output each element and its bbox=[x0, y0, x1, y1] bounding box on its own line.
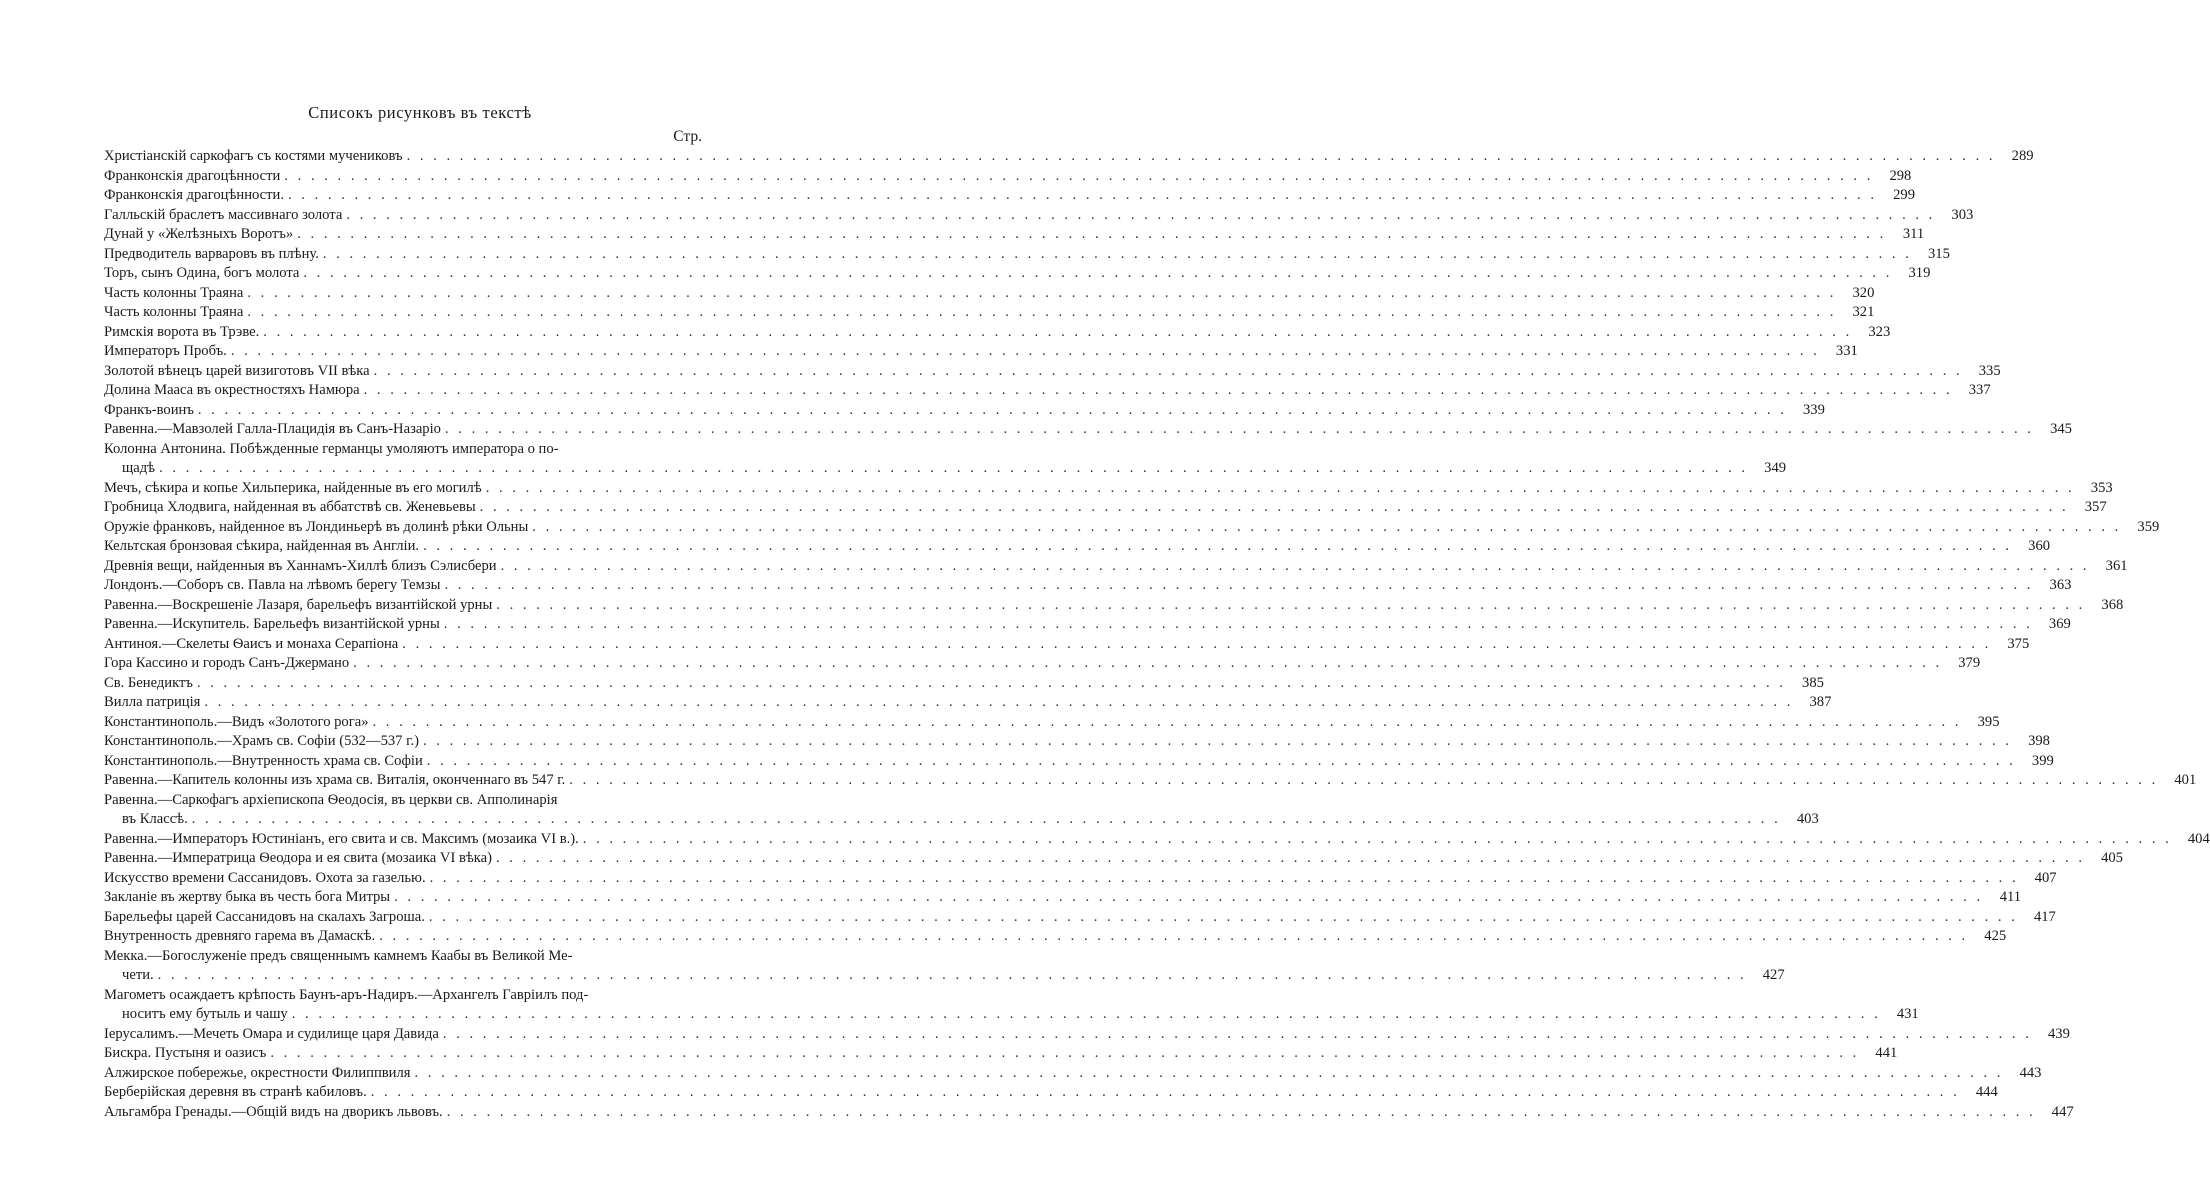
entry-caption: Галльскій браслетъ массивнаго золота bbox=[104, 206, 343, 223]
entry-page-number: 321 bbox=[1852, 304, 1875, 320]
figure-list-item bbox=[104, 888, 2022, 908]
entry-page-number: 375 bbox=[2007, 635, 2030, 652]
figure-list-item bbox=[104, 557, 2128, 577]
entry-row bbox=[104, 537, 2051, 557]
dot-leader: . . . . . . . . . . . . . . . . . . . . . . . . . . . . . . . . . . . . . . . . . . . . . . . . . . . . . . . . . . . . . . . . . . . . . . . . . . . . . . . . . . . . . . . . . . . . . . . . . . . . . . . . . . . . . . . . . . . . . . . . bbox=[442, 1025, 2032, 1042]
entry-caption: Колонна Антонина. Побѣжденные германцы умоляютъ императора о по- bbox=[104, 440, 559, 457]
entry-caption: Торъ, сынъ Одина, богъ молота bbox=[104, 265, 300, 281]
figure-list-item bbox=[104, 849, 2123, 869]
figure-list-item bbox=[104, 284, 1875, 304]
entry-caption: Св. Бенедиктъ bbox=[104, 674, 193, 691]
dot-leader: . . . . . . . . . . . . . . . . . . . . . . . . . . . . . . . . . . . . . . . . . . . . . . . . . . . . . . . . . . . . . . . . . . . . . . . . . . . . . . . . . . . . . . . . . . . . . . . . . . . . . . . . . . . . . . . . . . . . . . . . bbox=[485, 479, 2075, 496]
entry-page-number: 444 bbox=[1975, 1084, 1998, 1100]
dot-leader: . . . . . . . . . . . . . . . . . . . . . . . . . . . . . . . . . . . . . . . . . . . . . . . . . . . . . . . . . . . . . . . . . . . . . . . . . . . . . . . . . . . . . . . . . . . . . . . . . . . . . . . . . . . . . . . . . . . . . . . . bbox=[204, 694, 1794, 710]
entry-row bbox=[104, 888, 2022, 908]
figure-list-item bbox=[104, 771, 2197, 791]
entry-caption: Франконскія драгоцѣнности bbox=[104, 167, 281, 184]
figure-list-item bbox=[104, 869, 2057, 889]
figure-list-item bbox=[104, 167, 1912, 187]
dot-leader: . . . . . . . . . . . . . . . . . . . . . . . . . . . . . . . . . . . . . . . . . . . . . . . . . . . . . . . . . . . . . . . . . . . . . . . . . . . . . . . . . . . . . . . . . . . . . . . . . . . . . . . . . . . . . . . . . . . . . . . . bbox=[363, 382, 1953, 398]
entry-row bbox=[104, 635, 2030, 655]
entry-row bbox=[104, 908, 2056, 928]
entry-row bbox=[104, 245, 1950, 265]
entry-caption: Равенна.—Саркофагъ архіепископа Ѳеодосія, въ церкви св. Апполинарія bbox=[104, 791, 558, 808]
dot-leader: . . . . . . . . . . . . . . . . . . . . . . . . . . . . . . . . . . . . . . . . . . . . . . . . . . . . . . . . . . . . . . . . . . . . . . . . . . . . . . . . . . . . . . . . . . . . . . . . . . . . . . . . . . . . . . . . . . . . . . . . bbox=[426, 752, 2016, 769]
dot-leader: . . . . . . . . . . . . . . . . . . . . . . . . . . . . . . . . . . . . . . . . . . . . . . . . . . . . . . . . . . . . . . . . . . . . . . . . . . . . . . . . . . . . . . . . . . . . . . . . . . . . . . . . . . . . . . . . . . . . . . . . bbox=[422, 733, 2012, 749]
entry-row bbox=[104, 264, 1931, 284]
entry-page-number: 298 bbox=[1889, 167, 1912, 184]
dot-leader: . . . . . . . . . . . . . . . . . . . . . . . . . . . . . . . . . . . . . . . . . . . . . . . . . . . . . . . . . . . . . . . . . . . . . . . . . . . . . . . . . . . . . . . . . . . . . . . . . . . . . . . . . . . . . . . . . . . . . . . . bbox=[402, 635, 1992, 652]
entry-row bbox=[104, 1044, 1898, 1064]
figure-list-item bbox=[104, 206, 1974, 226]
figure-list-item bbox=[104, 401, 1825, 421]
entry-caption: Вилла патриція bbox=[104, 694, 201, 710]
dot-leader: . . . . . . . . . . . . . . . . . . . . . . . . . . . . . . . . . . . . . . . . . . . . . . . . . . . . . . . . . . . . . . . . . . . . . . . . . . . . . . . . . . . . . . . . . . . . . . . . . . . . . . . . . . . . . . . . . . . . . . . . bbox=[297, 226, 1887, 242]
entry-row bbox=[104, 849, 2123, 869]
entry-caption: Алжирское побережье, окрестности Филиппвиля bbox=[104, 1064, 411, 1081]
entry-page-number: 369 bbox=[2048, 616, 2071, 632]
entry-row bbox=[104, 147, 2034, 167]
entry-page-number: 398 bbox=[2028, 733, 2050, 749]
dot-leader: . . . . . . . . . . . . . . . . . . . . . . . . . . . . . . . . . . . . . . . . . . . . . . . . . . . . . . . . . . . . . . . . . . . . . . . . . . . . . . . . . . . . . . . . . . . . . . . . . . . . . . . . . . . . . . . . . . . . . . . . bbox=[444, 577, 2034, 593]
entry-row bbox=[104, 713, 2000, 733]
entry-page-number: 303 bbox=[1951, 206, 1974, 223]
entry-caption: Закланіе въ жертву быка въ честь бога Митры bbox=[104, 889, 391, 905]
entry-page-number: 323 bbox=[1868, 323, 1891, 340]
entry-caption: Искусство времени Сассанидовъ. Охота за газелью. bbox=[104, 869, 426, 886]
entry-caption: Христіанскій саркофагъ съ костями мучениковъ bbox=[104, 148, 403, 164]
dot-leader: . . . . . . . . . . . . . . . . . . . . . . . . . . . . . . . . . . . . . . . . . . . . . . . . . . . . . . . . . . . . . . . . . . . . . . . . . . . . . . . . . . . . . . . . . . . . . . . . . . . . . . . . . . . . . . . . . . . . . . . . bbox=[500, 557, 2090, 574]
entry-caption: Константинополь.—Видъ «Золотого рога» bbox=[104, 713, 369, 730]
entry-page-number: 425 bbox=[1984, 928, 2007, 944]
entry-row bbox=[104, 1103, 2074, 1123]
entry-caption: носитъ ему бутыль и чашу bbox=[122, 1006, 288, 1022]
entry-page-number: 360 bbox=[2028, 538, 2051, 554]
entry-caption: Равенна.—Императоръ Юстиніанъ, его свита и св. Максимъ (мозаика VI в.). bbox=[104, 830, 579, 847]
figure-list-item bbox=[104, 596, 2124, 616]
entry-caption: Императоръ Пробъ. bbox=[104, 343, 227, 359]
entry-page-number: 404 bbox=[2187, 830, 2210, 847]
entry-page-number: 311 bbox=[1902, 226, 1925, 242]
entry-caption: Барельефы царей Сассанидовъ на скалахъ Загроша. bbox=[104, 908, 425, 925]
figure-list-item bbox=[104, 518, 2160, 538]
figure-list-item bbox=[104, 225, 1925, 245]
figure-list-item bbox=[104, 479, 2113, 499]
entry-page-number: 335 bbox=[1978, 362, 2001, 379]
dot-leader: . . . . . . . . . . . . . . . . . . . . . . . . . . . . . . . . . . . . . . . . . . . . . . . . . . . . . . . . . . . . . . . . . . . . . . . . . . . . . . . . . . . . . . . . . . . . . . . . . . . . . . . . . . . . . . . . . . . . . . . . bbox=[353, 655, 1943, 671]
figure-list-item bbox=[104, 1044, 1898, 1064]
entry-caption: Гора Кассино и городъ Санъ-Джермано bbox=[104, 655, 350, 671]
entry-page-number: 407 bbox=[2034, 869, 2057, 886]
figure-list-item bbox=[104, 186, 1915, 206]
entry-page-number: 361 bbox=[2105, 557, 2128, 574]
entry-page-number: 359 bbox=[2137, 518, 2160, 535]
dot-leader: . . . . . . . . . . . . . . . . . . . . . . . . . . . . . . . . . . . . . . . . . . . . . . . . . . . . . . . . . . . . . . . . . . . . . . . . . . . . . . . . . . . . . . . . . . . . . . . . . . . . . . . . . . . . . . . . . . . . . . . . bbox=[406, 148, 1996, 164]
entry-page-number: 443 bbox=[2019, 1064, 2042, 1081]
entry-caption: чети. bbox=[122, 967, 154, 983]
figure-list-item bbox=[104, 947, 1785, 986]
entry-row bbox=[104, 1083, 1998, 1103]
entry-row bbox=[104, 420, 2072, 440]
entry-row bbox=[104, 186, 1915, 206]
entry-caption: Равенна.—Мавзолей Галла-Плацидія въ Санъ-Назаріо bbox=[104, 421, 441, 437]
figure-list-item bbox=[104, 576, 2072, 596]
entry-caption: Константинополь.—Храмъ св. Софіи (532—537 г.) bbox=[104, 733, 419, 749]
dot-leader: . . . . . . . . . . . . . . . . . . . . . . . . . . . . . . . . . . . . . . . . . . . . . . . . . . . . . . . . . . . . . . . . . . . . . . . . . . . . . . . . . . . . . . . . . . . . . . . . . . . . . . . . . . . . . . . . . . . . . . . . bbox=[414, 1064, 2004, 1081]
figure-list-item bbox=[104, 440, 1787, 479]
entry-row bbox=[104, 615, 2071, 635]
entry-row bbox=[104, 225, 1925, 245]
entry-row bbox=[104, 498, 2107, 518]
entry-page-number: 439 bbox=[2047, 1025, 2070, 1042]
entry-page-number: 353 bbox=[2090, 479, 2113, 496]
entry-caption: Римскія ворота въ Трэве. bbox=[104, 323, 260, 340]
entry-row bbox=[104, 557, 2128, 577]
entry-page-number: 401 bbox=[2174, 772, 2197, 788]
entry-page-number: 441 bbox=[1875, 1045, 1898, 1061]
entry-row bbox=[104, 401, 1825, 421]
entry-caption: Равенна.—Императрица Ѳеодора и ея свита (мозаика VI вѣка) bbox=[104, 850, 492, 866]
entry-page-number: 357 bbox=[2084, 499, 2107, 515]
entry-row bbox=[104, 986, 700, 1006]
dot-leader: . . . . . . . . . . . . . . . . . . . . . . . . . . . . . . . . . . . . . . . . . . . . . . . . . . . . . . . . . . . . . . . . . . . . . . . . . . . . . . . . . . . . . . . . . . . . . . . . . . . . . . . . . . . . . . . . . . . . . . . . bbox=[373, 362, 1963, 379]
dot-leader: . . . . . . . . . . . . . . . . . . . . . . . . . . . . . . . . . . . . . . . . . . . . . . . . . . . . . . . . . . . . . . . . . . . . . . . . . . . . . . . . . . . . . . . . . . . . . . . . . . . . . . . . . . . . . . . . . . . . . . . . bbox=[429, 869, 2019, 886]
dot-leader: . . . . . . . . . . . . . . . . . . . . . . . . . . . . . . . . . . . . . . . . . . . . . . . . . . . . . . . . . . . . . . . . . . . . . . . . . . . . . . . . . . . . . . . . . . . . . . . . . . . . . . . . . . . . . . . . . . . . . . . . bbox=[284, 167, 1874, 184]
figure-list-item bbox=[104, 1083, 1998, 1103]
entry-page-number: 320 bbox=[1852, 284, 1875, 301]
entry-row bbox=[104, 576, 2072, 596]
dot-leader: . . . . . . . . . . . . . . . . . . . . . . . . . . . . . . . . . . . . . . . . . . . . . . . . . . . . . . . . . . . . . . . . . . . . . . . . . . . . . . . . . . . . . . . . . . . . . . . . . . . . . . . . . . . . . . . . . . . . . . . . bbox=[291, 1006, 1881, 1022]
entry-page-number: 431 bbox=[1896, 1006, 1919, 1022]
entry-row bbox=[104, 479, 2113, 499]
dot-leader: . . . . . . . . . . . . . . . . . . . . . . . . . . . . . . . . . . . . . . . . . . . . . . . . . . . . . . . . . . . . . . . . . . . . . . . . . . . . . . . . . . . . . . . . . . . . . . . . . . . . . . . . . . . . . . . . . . . . . . . . bbox=[423, 538, 2013, 554]
figure-list-item bbox=[104, 693, 1832, 713]
entry-caption: Антиноя.—Скелеты Ѳаисъ и монаха Серапіона bbox=[104, 635, 399, 652]
entry-page-number: 417 bbox=[2033, 908, 2056, 925]
entry-caption: Іерусалимъ.—Мечеть Омара и судилище царя Давида bbox=[104, 1025, 439, 1042]
entry-row bbox=[104, 1064, 2042, 1084]
figure-list-item bbox=[104, 537, 2051, 557]
figure-list-item bbox=[104, 654, 1981, 674]
entry-caption: Часть колонны Траяна bbox=[104, 304, 244, 320]
entry-row bbox=[104, 303, 1875, 323]
figure-list-item bbox=[104, 1103, 2074, 1123]
figure-list-item bbox=[104, 1025, 2070, 1045]
entry-row bbox=[104, 674, 1824, 694]
dot-leader: . . . . . . . . . . . . . . . . . . . . . . . . . . . . . . . . . . . . . . . . . . . . . . . . . . . . . . . . . . . . . . . . . . . . . . . . . . . . . . . . . . . . . . . . . . . . . . . . . . . . . . . . . . . . . . . . . . . . . . . . bbox=[247, 284, 1837, 301]
figure-list-item bbox=[104, 498, 2107, 518]
entry-caption: Равенна.—Искупитель. Барельефъ византійской урны bbox=[104, 616, 440, 632]
dot-leader: . . . . . . . . . . . . . . . . . . . . . . . . . . . . . . . . . . . . . . . . . . . . . . . . . . . . . . . . . . . . . . . . . . . . . . . . . . . . . . . . . . . . . . . . . . . . . . . . . . . . . . . . . . . . . . . . . . . . . . . . bbox=[159, 460, 1749, 476]
dot-leader: . . . . . . . . . . . . . . . . . . . . . . . . . . . . . . . . . . . . . . . . . . . . . . . . . . . . . . . . . . . . . . . . . . . . . . . . . . . . . . . . . . . . . . . . . . . . . . . . . . . . . . . . . . . . . . . . . . . . . . . . bbox=[191, 811, 1781, 827]
dot-leader: . . . . . . . . . . . . . . . . . . . . . . . . . . . . . . . . . . . . . . . . . . . . . . . . . . . . . . . . . . . . . . . . . . . . . . . . . . . . . . . . . . . . . . . . . . . . . . . . . . . . . . . . . . . . . . . . . . . . . . . . bbox=[428, 908, 2018, 925]
entry-row bbox=[104, 440, 700, 460]
figure-list-item bbox=[104, 264, 1931, 284]
dot-leader: . . . . . . . . . . . . . . . . . . . . . . . . . . . . . . . . . . . . . . . . . . . . . . . . . . . . . . . . . . . . . . . . . . . . . . . . . . . . . . . . . . . . . . . . . . . . . . . . . . . . . . . . . . . . . . . . . . . . . . . . bbox=[372, 713, 1962, 730]
entry-page-number: 427 bbox=[1762, 967, 1785, 983]
dot-leader: . . . . . . . . . . . . . . . . . . . . . . . . . . . . . . . . . . . . . . . . . . . . . . . . . . . . . . . . . . . . . . . . . . . . . . . . . . . . . . . . . . . . . . . . . . . . . . . . . . . . . . . . . . . . . . . . . . . . . . . . bbox=[247, 304, 1837, 320]
entry-caption: Гробница Хлодвига, найденная въ аббатствѣ св. Женевьевы bbox=[104, 499, 476, 515]
dot-leader: . . . . . . . . . . . . . . . . . . . . . . . . . . . . . . . . . . . . . . . . . . . . . . . . . . . . . . . . . . . . . . . . . . . . . . . . . . . . . . . . . . . . . . . . . . . . . . . . . . . . . . . . . . . . . . . . . . . . . . . . bbox=[346, 206, 1936, 223]
entry-caption: Равенна.—Капитель колонны изъ храма св. Виталія, оконченнаго въ 547 г. bbox=[104, 772, 566, 788]
entry-caption: Равенна.—Воскрешеніе Лазаря, барельефъ византійской урны bbox=[104, 596, 493, 613]
figure-list-item bbox=[104, 381, 1991, 401]
entry-row bbox=[104, 1025, 2070, 1045]
entry-row bbox=[104, 830, 2210, 850]
entry-page-number: 299 bbox=[1893, 187, 1915, 203]
dot-leader: . . . . . . . . . . . . . . . . . . . . . . . . . . . . . . . . . . . . . . . . . . . . . . . . . . . . . . . . . . . . . . . . . . . . . . . . . . . . . . . . . . . . . . . . . . . . . . . . . . . . . . . . . . . . . . . . . . . . . . . . bbox=[270, 1045, 1860, 1061]
entry-row bbox=[104, 752, 2054, 772]
entry-caption: Предводитель варваровъ въ плѣну. bbox=[104, 245, 319, 262]
entry-row bbox=[104, 518, 2160, 538]
entry-caption: Дунай у «Желѣзныхъ Воротъ» bbox=[104, 226, 294, 242]
entry-row bbox=[104, 342, 1858, 362]
entry-page-number: 331 bbox=[1835, 343, 1858, 359]
entry-row bbox=[104, 596, 2124, 616]
dot-leader: . . . . . . . . . . . . . . . . . . . . . . . . . . . . . . . . . . . . . . . . . . . . . . . . . . . . . . . . . . . . . . . . . . . . . . . . . . . . . . . . . . . . . . . . . . . . . . . . . . . . . . . . . . . . . . . . . . . . . . . . bbox=[196, 674, 1786, 691]
figure-list-item bbox=[104, 732, 2050, 752]
dot-leader: . . . . . . . . . . . . . . . . . . . . . . . . . . . . . . . . . . . . . . . . . . . . . . . . . . . . . . . . . . . . . . . . . . . . . . . . . . . . . . . . . . . . . . . . . . . . . . . . . . . . . . . . . . . . . . . . . . . . . . . . bbox=[446, 1103, 2036, 1120]
figure-list-item bbox=[104, 830, 2210, 850]
dot-leader: . . . . . . . . . . . . . . . . . . . . . . . . . . . . . . . . . . . . . . . . . . . . . . . . . . . . . . . . . . . . . . . . . . . . . . . . . . . . . . . . . . . . . . . . . . . . . . . . . . . . . . . . . . . . . . . . . . . . . . . . bbox=[532, 518, 2122, 535]
entry-row bbox=[104, 362, 2001, 382]
entry-caption: въ Классѣ. bbox=[122, 811, 188, 827]
entry-row bbox=[104, 167, 1912, 187]
figure-list bbox=[104, 147, 2210, 1122]
figure-list-item bbox=[104, 362, 2001, 382]
entry-page-number: 385 bbox=[1802, 674, 1824, 691]
entry-caption: Мечъ, сѣкира и копье Хильперика, найденные въ его могилѣ bbox=[104, 479, 482, 496]
entry-caption: Кельтская бронзовая сѣкира, найденная въ Англіи. bbox=[104, 538, 420, 554]
entry-continuation-row bbox=[104, 966, 1785, 986]
entry-page-number: 315 bbox=[1927, 245, 1950, 262]
figure-list-item bbox=[104, 420, 2072, 440]
entry-page-number: 411 bbox=[1999, 889, 2022, 905]
dot-leader: . . . . . . . . . . . . . . . . . . . . . . . . . . . . . . . . . . . . . . . . . . . . . . . . . . . . . . . . . . . . . . . . . . . . . . . . . . . . . . . . . . . . . . . . . . . . . . . . . . . . . . . . . . . . . . . . . . . . . . . . bbox=[379, 928, 1969, 944]
figure-list-item bbox=[104, 615, 2071, 635]
entry-page-number: 399 bbox=[2031, 752, 2054, 769]
figure-list-item bbox=[104, 245, 1950, 265]
entry-caption: Бискра. Пустыня и оазисъ bbox=[104, 1045, 267, 1061]
entry-row bbox=[104, 284, 1875, 304]
entry-caption: Часть колонны Траяна bbox=[104, 284, 244, 301]
entry-row bbox=[104, 732, 2050, 752]
dot-leader: . . . . . . . . . . . . . . . . . . . . . . . . . . . . . . . . . . . . . . . . . . . . . . . . . . . . . . . . . . . . . . . . . . . . . . . . . . . . . . . . . . . . . . . . . . . . . . . . . . . . . . . . . . . . . . . . . . . . . . . . bbox=[394, 889, 1984, 905]
entry-caption: Магометъ осаждаетъ крѣпость Баунъ-аръ-Надиръ.—Архангелъ Гавріилъ под- bbox=[104, 986, 589, 1003]
entry-page-number: 379 bbox=[1958, 655, 1981, 671]
figure-list-item bbox=[104, 323, 1891, 343]
entry-caption: Франконскія драгоцѣнности. bbox=[104, 187, 284, 203]
entry-caption: щадѣ bbox=[122, 460, 156, 476]
entry-page-number: 345 bbox=[2050, 421, 2072, 437]
entry-caption: Древнія вещи, найденныя въ Ханнамъ-Хиллѣ близъ Сэлисбери bbox=[104, 557, 497, 574]
dot-leader: . . . . . . . . . . . . . . . . . . . . . . . . . . . . . . . . . . . . . . . . . . . . . . . . . . . . . . . . . . . . . . . . . . . . . . . . . . . . . . . . . . . . . . . . . . . . . . . . . . . . . . . . . . . . . . . . . . . . . . . . bbox=[322, 245, 1912, 262]
entry-page-number: 403 bbox=[1796, 811, 1819, 827]
dot-leader: . . . . . . . . . . . . . . . . . . . . . . . . . . . . . . . . . . . . . . . . . . . . . . . . . . . . . . . . . . . . . . . . . . . . . . . . . . . . . . . . . . . . . . . . . . . . . . . . . . . . . . . . . . . . . . . . . . . . . . . . bbox=[370, 1084, 1960, 1100]
entry-caption: Лондонъ.—Соборъ св. Павла на лѣвомъ берегу Темзы bbox=[104, 577, 441, 593]
entry-row bbox=[104, 869, 2057, 889]
entry-caption: Долина Мааса въ окрестностяхъ Намюра bbox=[104, 382, 360, 398]
entry-continuation-row bbox=[104, 1005, 1919, 1025]
entry-caption: Золотой вѣнецъ царей визиготовъ VII вѣка bbox=[104, 362, 370, 379]
entry-row bbox=[104, 654, 1981, 674]
entry-page-number: 339 bbox=[1802, 401, 1825, 418]
entry-continuation-row bbox=[104, 810, 1819, 830]
entry-page-number: 395 bbox=[1977, 713, 2000, 730]
dot-leader: . . . . . . . . . . . . . . . . . . . . . . . . . . . . . . . . . . . . . . . . . . . . . . . . . . . . . . . . . . . . . . . . . . . . . . . . . . . . . . . . . . . . . . . . . . . . . . . . . . . . . . . . . . . . . . . . . . . . . . . . bbox=[197, 401, 1787, 418]
figure-list-item bbox=[104, 147, 2034, 167]
entry-page-number: 405 bbox=[2101, 850, 2123, 866]
entry-continuation-row bbox=[104, 459, 1787, 479]
entry-row bbox=[104, 771, 2197, 791]
dot-leader: . . . . . . . . . . . . . . . . . . . . . . . . . . . . . . . . . . . . . . . . . . . . . . . . . . . . . . . . . . . . . . . . . . . . . . . . . . . . . . . . . . . . . . . . . . . . . . . . . . . . . . . . . . . . . . . . . . . . . . . . bbox=[479, 499, 2069, 515]
dot-leader: . . . . . . . . . . . . . . . . . . . . . . . . . . . . . . . . . . . . . . . . . . . . . . . . . . . . . . . . . . . . . . . . . . . . . . . . . . . . . . . . . . . . . . . . . . . . . . . . . . . . . . . . . . . . . . . . . . . . . . . . bbox=[157, 967, 1747, 983]
dot-leader: . . . . . . . . . . . . . . . . . . . . . . . . . . . . . . . . . . . . . . . . . . . . . . . . . . . . . . . . . . . . . . . . . . . . . . . . . . . . . . . . . . . . . . . . . . . . . . . . . . . . . . . . . . . . . . . . . . . . . . . . bbox=[288, 187, 1877, 203]
entry-row bbox=[104, 206, 1974, 226]
figure-list-item bbox=[104, 635, 2030, 655]
dot-leader: . . . . . . . . . . . . . . . . . . . . . . . . . . . . . . . . . . . . . . . . . . . . . . . . . . . . . . . . . . . . . . . . . . . . . . . . . . . . . . . . . . . . . . . . . . . . . . . . . . . . . . . . . . . . . . . . . . . . . . . . bbox=[569, 772, 2159, 788]
page-title: Списокъ рисунковъ въ текстѣ bbox=[308, 103, 532, 122]
figure-list-item bbox=[104, 927, 2007, 947]
dot-leader: . . . . . . . . . . . . . . . . . . . . . . . . . . . . . . . . . . . . . . . . . . . . . . . . . . . . . . . . . . . . . . . . . . . . . . . . . . . . . . . . . . . . . . . . . . . . . . . . . . . . . . . . . . . . . . . . . . . . . . . . bbox=[495, 850, 2085, 866]
figure-list-item bbox=[104, 752, 2054, 772]
dot-leader: . . . . . . . . . . . . . . . . . . . . . . . . . . . . . . . . . . . . . . . . . . . . . . . . . . . . . . . . . . . . . . . . . . . . . . . . . . . . . . . . . . . . . . . . . . . . . . . . . . . . . . . . . . . . . . . . . . . . . . . . bbox=[444, 421, 2034, 437]
entry-page-number: 289 bbox=[2011, 148, 2034, 164]
dot-leader: . . . . . . . . . . . . . . . . . . . . . . . . . . . . . . . . . . . . . . . . . . . . . . . . . . . . . . . . . . . . . . . . . . . . . . . . . . . . . . . . . . . . . . . . . . . . . . . . . . . . . . . . . . . . . . . . . . . . . . . . bbox=[443, 616, 2033, 632]
entry-page-number: 337 bbox=[1968, 382, 1991, 398]
entry-page-number: 447 bbox=[2051, 1103, 2074, 1120]
entry-caption: Альгамбра Гренады.—Общій видъ на дворикъ львовъ. bbox=[104, 1103, 443, 1120]
dot-leader: . . . . . . . . . . . . . . . . . . . . . . . . . . . . . . . . . . . . . . . . . . . . . . . . . . . . . . . . . . . . . . . . . . . . . . . . . . . . . . . . . . . . . . . . . . . . . . . . . . . . . . . . . . . . . . . . . . . . . . . . bbox=[230, 343, 1820, 359]
entry-caption: Внутренность древняго гарема въ Дамаскѣ. bbox=[104, 928, 376, 944]
entry-page-number: 387 bbox=[1809, 694, 1832, 710]
figure-list-item bbox=[104, 303, 1875, 323]
entry-page-number: 368 bbox=[2101, 596, 2124, 613]
page-column-label: Стр. bbox=[673, 128, 702, 145]
entry-row bbox=[104, 693, 1832, 713]
entry-caption: Оружіе франковъ, найденное въ Лондиньерѣ въ долинѣ рѣки Ольны bbox=[104, 518, 529, 535]
figure-list-item bbox=[104, 1064, 2042, 1084]
entry-page-number: 349 bbox=[1764, 460, 1787, 476]
entry-caption: Константинополь.—Внутренность храма св. Софіи bbox=[104, 752, 423, 769]
dot-leader: . . . . . . . . . . . . . . . . . . . . . . . . . . . . . . . . . . . . . . . . . . . . . . . . . . . . . . . . . . . . . . . . . . . . . . . . . . . . . . . . . . . . . . . . . . . . . . . . . . . . . . . . . . . . . . . . . . . . . . . . bbox=[582, 830, 2172, 847]
dot-leader: . . . . . . . . . . . . . . . . . . . . . . . . . . . . . . . . . . . . . . . . . . . . . . . . . . . . . . . . . . . . . . . . . . . . . . . . . . . . . . . . . . . . . . . . . . . . . . . . . . . . . . . . . . . . . . . . . . . . . . . . bbox=[263, 323, 1853, 340]
entry-row bbox=[104, 947, 700, 967]
entry-row bbox=[104, 927, 2007, 947]
dot-leader: . . . . . . . . . . . . . . . . . . . . . . . . . . . . . . . . . . . . . . . . . . . . . . . . . . . . . . . . . . . . . . . . . . . . . . . . . . . . . . . . . . . . . . . . . . . . . . . . . . . . . . . . . . . . . . . . . . . . . . . . bbox=[496, 596, 2086, 613]
entry-caption: Мекка.—Богослуженіе предъ священнымъ камнемъ Каабы въ Великой Ме- bbox=[104, 947, 573, 964]
dot-leader: . . . . . . . . . . . . . . . . . . . . . . . . . . . . . . . . . . . . . . . . . . . . . . . . . . . . . . . . . . . . . . . . . . . . . . . . . . . . . . . . . . . . . . . . . . . . . . . . . . . . . . . . . . . . . . . . . . . . . . . . bbox=[303, 265, 1893, 281]
entry-page-number: 363 bbox=[2049, 577, 2072, 593]
entry-row bbox=[104, 381, 1991, 401]
entry-row bbox=[104, 791, 700, 811]
figure-list-item bbox=[104, 791, 1819, 830]
figure-list-item bbox=[104, 986, 1919, 1025]
entry-page-number: 319 bbox=[1908, 265, 1931, 281]
figure-list-item bbox=[104, 342, 1858, 362]
figure-list-item bbox=[104, 674, 1824, 694]
entry-caption: Берберійская деревня въ странѣ кабиловъ. bbox=[104, 1084, 367, 1100]
figure-list-item bbox=[104, 713, 2000, 733]
figure-list-item bbox=[104, 908, 2056, 928]
entry-caption: Франкъ-воинъ bbox=[104, 401, 194, 418]
entry-row bbox=[104, 323, 1891, 343]
